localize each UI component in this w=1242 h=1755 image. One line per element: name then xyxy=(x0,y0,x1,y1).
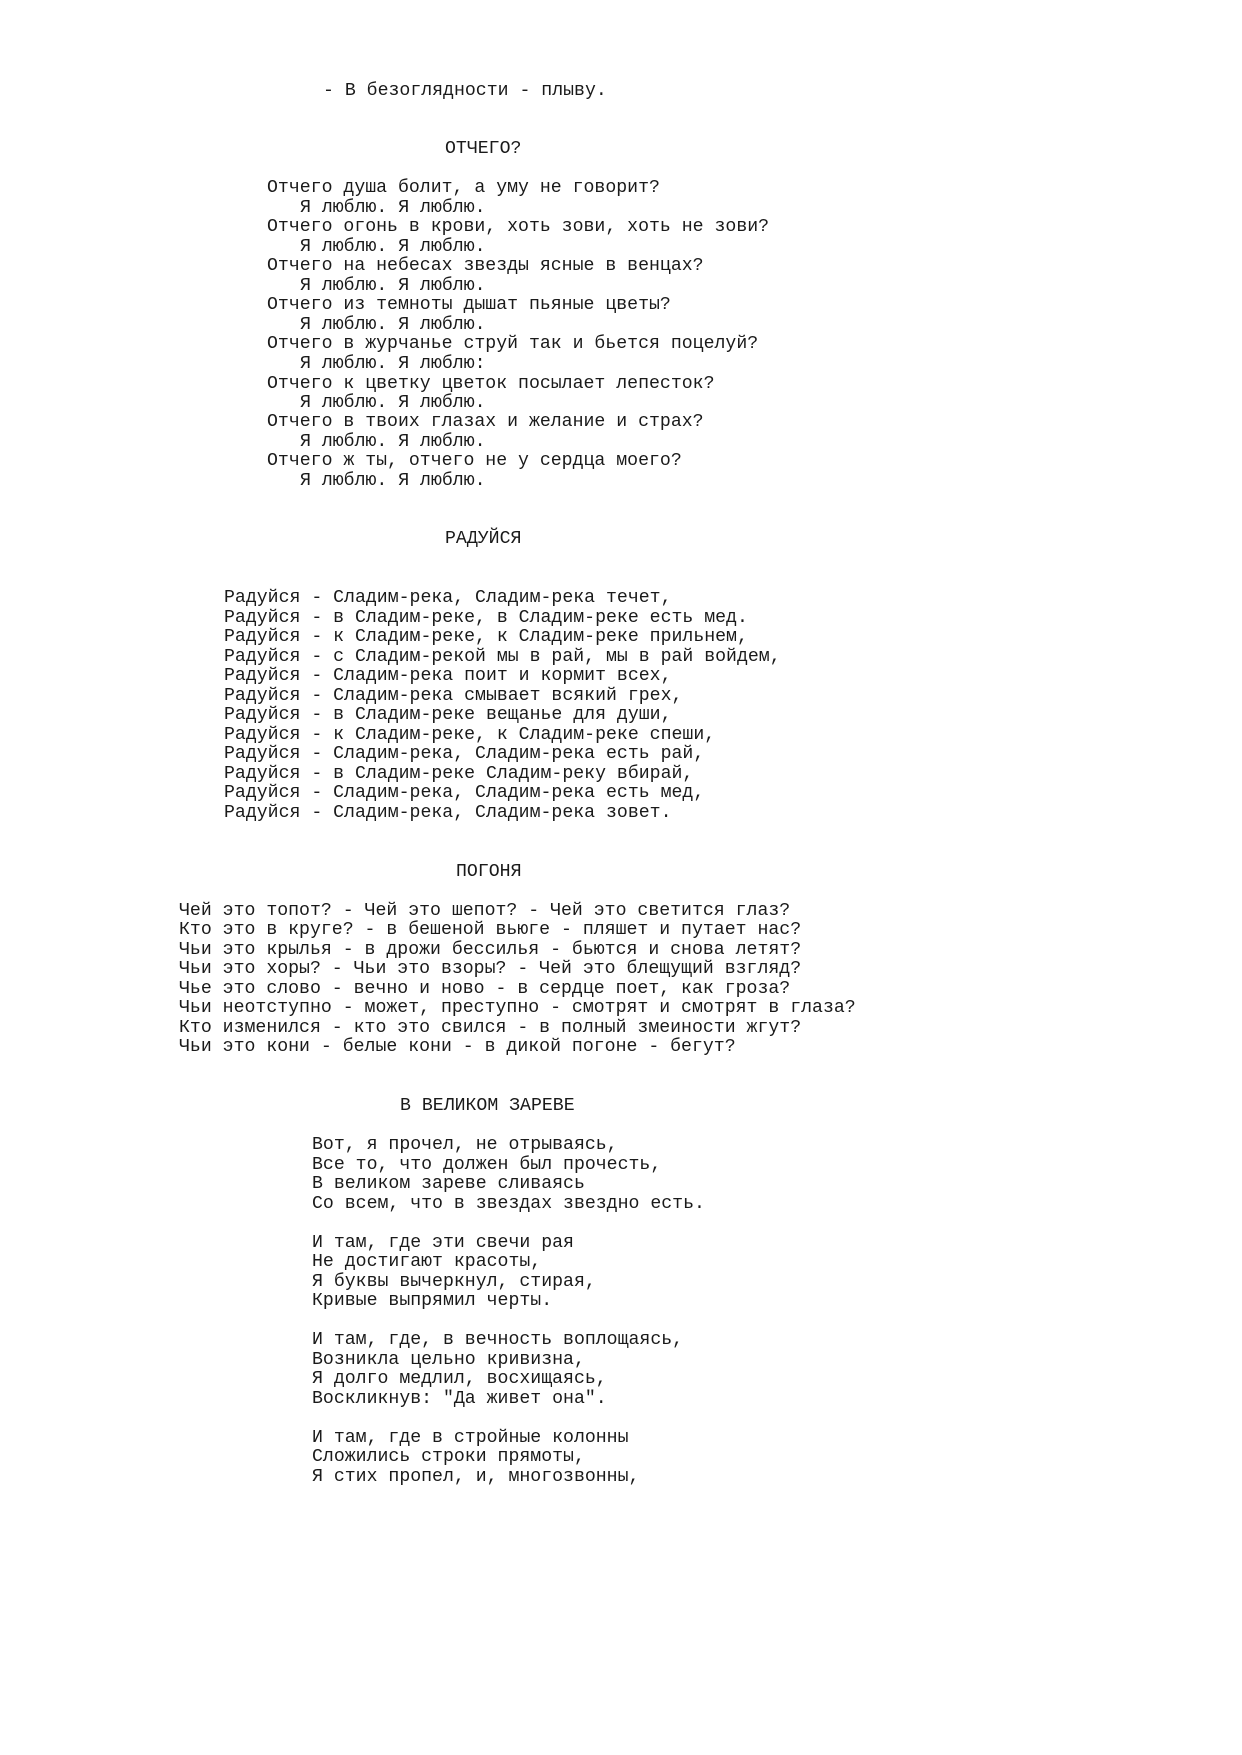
poem-line: Отчего в журчанье струй так и бьется поцелуй? xyxy=(267,334,759,354)
poem-line: Отчего к цветку цветок посылает лепесток? xyxy=(267,374,715,394)
poem-refrain: Я люблю. Я люблю. xyxy=(300,315,486,335)
poem-line: Радуйся - в Сладим-реке Сладим-реку вбирай, xyxy=(224,764,694,784)
poem-line: Вот, я прочел, не отрываясь, xyxy=(312,1135,618,1155)
poem-line: Возникла цельно кривизна, xyxy=(312,1350,585,1370)
poem-line: Отчего в твоих глазах и желание и страх? xyxy=(267,412,704,432)
poem-line: В великом зареве сливаясь xyxy=(312,1174,585,1194)
poem-line: Кто это в круге? - в бешеной вьюге - пляшет и путает нас? xyxy=(179,920,802,940)
poem-line: Радуйся - к Сладим-реке, к Сладим-реке спеши, xyxy=(224,725,716,745)
poem-line: Отчего огонь в крови, хоть зови, хоть не зови? xyxy=(267,217,770,237)
poem-line: Отчего из темноты дышат пьяные цветы? xyxy=(267,295,671,315)
poem-refrain: Я люблю. Я люблю. xyxy=(300,276,486,296)
poem-line: Я стих пропел, и, многозвонны, xyxy=(312,1467,640,1487)
poem-line: Со всем, что в звездах звездно есть. xyxy=(312,1194,705,1214)
poem-line: Радуйся - Сладим-река, Сладим-река есть рай, xyxy=(224,744,705,764)
poem-line: Радуйся - Сладим-река смывает всякий грех, xyxy=(224,686,683,706)
poem-line: Радуйся - в Сладим-реке, в Сладим-реке есть мед. xyxy=(224,608,748,628)
poem-line: Кривые выпрямил черты. xyxy=(312,1291,553,1311)
poem-line: И там, где эти свечи рая xyxy=(312,1233,574,1253)
poem-line: Чьи неотступно - может, преступно - смотрят и смотрят в глаза? xyxy=(179,998,856,1018)
poem-title-zareve: В ВЕЛИКОМ ЗАРЕВЕ xyxy=(400,1096,575,1116)
intro-line: - В безоглядности - плыву. xyxy=(323,81,607,101)
poem-line: Отчего на небесах звезды ясные в венцах? xyxy=(267,256,704,276)
poem-line: Чьи это крылья - в дрожи бессилья - бьются и снова летят? xyxy=(179,940,802,960)
poem-line: Все то, что должен был прочесть, xyxy=(312,1155,662,1175)
poem-line: Радуйся - Сладим-река, Сладим-река течет, xyxy=(224,588,672,608)
poem-line: Я буквы вычеркнул, стирая, xyxy=(312,1272,596,1292)
poem-refrain: Я люблю. Я люблю. xyxy=(300,237,486,257)
poem-line: Отчего душа болит, а уму не говорит? xyxy=(267,178,660,198)
poem-line: Чьи это хоры? - Чьи это взоры? - Чей это блещущий взгляд? xyxy=(179,959,802,979)
poem-refrain: Я люблю. Я люблю. xyxy=(300,471,486,491)
poem-refrain: Я люблю. Я люблю. xyxy=(300,393,486,413)
poem-line: Радуйся - Сладим-река, Сладим-река есть мед, xyxy=(224,783,705,803)
poem-title-otchego: ОТЧЕГО? xyxy=(445,139,522,159)
poem-line: Воскликнув: "Да живет она". xyxy=(312,1389,607,1409)
poem-line: Радуйся - с Сладим-рекой мы в рай, мы в рай войдем, xyxy=(224,647,781,667)
poem-refrain: Я люблю. Я люблю. xyxy=(300,432,486,452)
poem-line: Чье это слово - вечно и ново - в сердце поет, как гроза? xyxy=(179,979,791,999)
poem-line: Радуйся - к Сладим-реке, к Сладим-реке прильнем, xyxy=(224,627,748,647)
poem-refrain: Я люблю. Я люблю. xyxy=(300,198,486,218)
poem-title-raduysya: РАДУЙСЯ xyxy=(445,529,522,549)
poem-refrain: Я люблю. Я люблю: xyxy=(300,354,486,374)
poem-title-pogonya: ПОГОНЯ xyxy=(456,862,522,882)
poem-line: Чей это топот? - Чей это шепот? - Чей это светится глаз? xyxy=(179,901,791,921)
poem-line: Радуйся - Сладим-река поит и кормит всех, xyxy=(224,666,672,686)
poem-line: Отчего ж ты, отчего не у сердца моего? xyxy=(267,451,682,471)
poem-line: Радуйся - в Сладим-реке вещанье для души, xyxy=(224,705,672,725)
poem-line: Сложились строки прямоты, xyxy=(312,1447,585,1467)
poem-line: Радуйся - Сладим-река, Сладим-река зовет. xyxy=(224,803,672,823)
poem-line: Чьи это кони - белые кони - в дикой погоне - бегут? xyxy=(179,1037,736,1057)
poem-line: И там, где в стройные колонны xyxy=(312,1428,629,1448)
poem-line: Я долго медлил, восхищаясь, xyxy=(312,1369,607,1389)
poem-line: И там, где, в вечность воплощаясь, xyxy=(312,1330,684,1350)
poem-line: Не достигают красоты, xyxy=(312,1252,542,1272)
poem-line: Кто изменился - кто это свился - в полный змеиности жгут? xyxy=(179,1018,802,1038)
